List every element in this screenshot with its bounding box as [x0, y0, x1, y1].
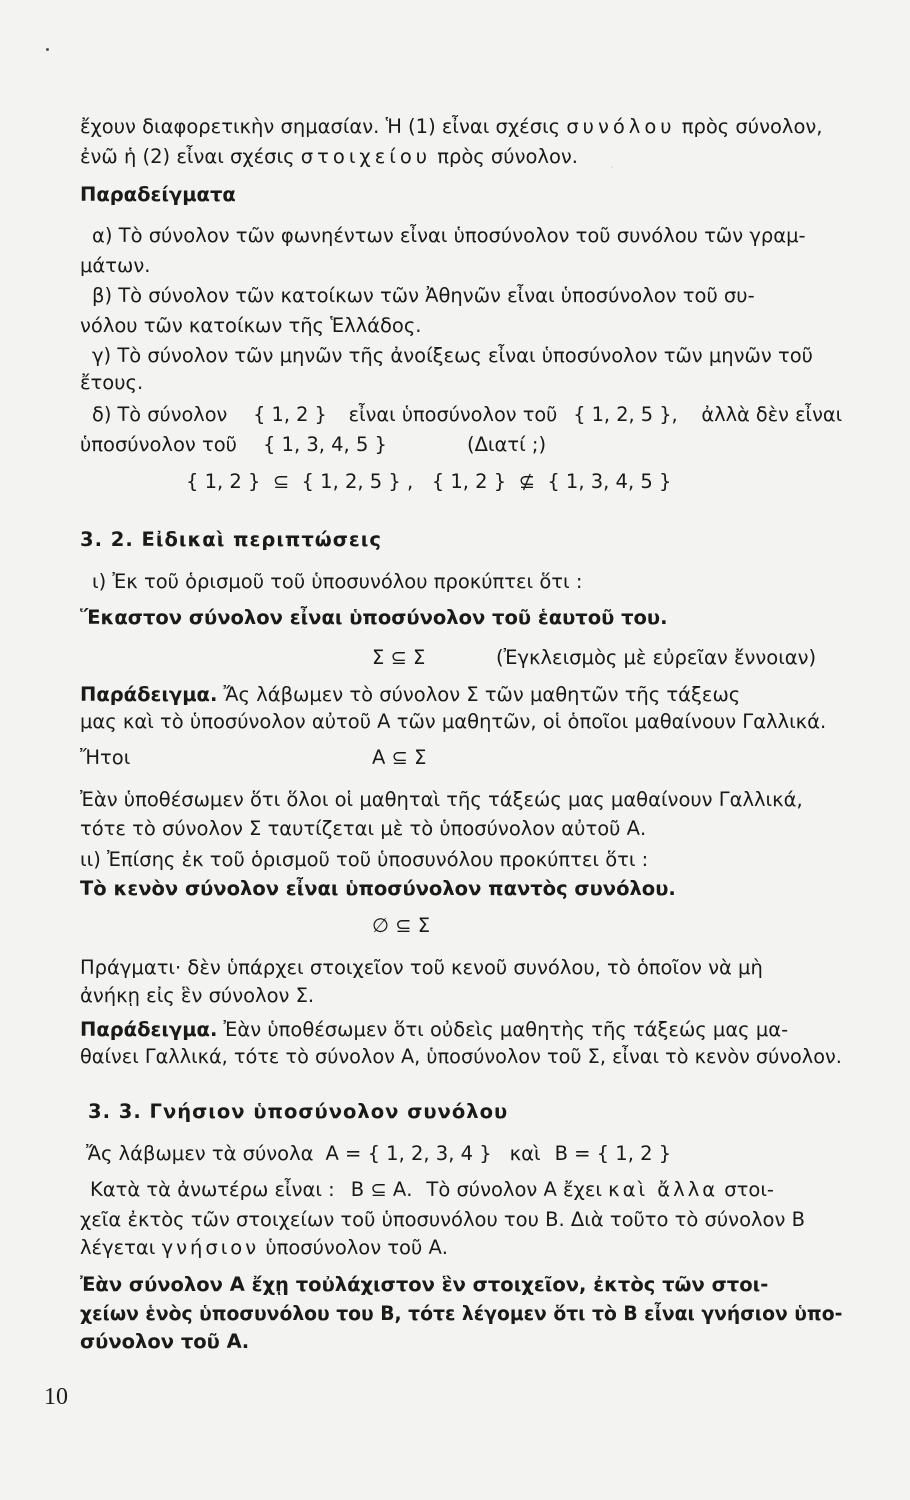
definition-line-1: Ἐὰν σύνολον Α ἔχῃ τοὐλάχιστον ἓν στοιχεῖον, ἐκτὸς τῶν στοι-: [80, 1273, 769, 1296]
case-ii-statement: Τὸ κενὸν σύνολον εἶναι ὑποσύνολον παντὸς συνόλου.: [80, 877, 676, 900]
page-number: 10: [44, 1384, 68, 1410]
indeed-line-2: ἀνήκῃ εἰς ἓν σύνολον Σ.: [80, 984, 315, 1007]
htoi-formula: Α ⊆ Σ: [372, 746, 427, 769]
example-label-line-1: Παράδειγμα. Ἄς λάβωμεν τὸ σύνολον Σ τῶν μαθητῶν τῆς τάξεως: [80, 683, 741, 706]
definition-line-2: χείων ἑνὸς ὑποσυνόλου του Β, τότε λέγομεν ὅτι τὸ Β εἶναι γνήσιον ὑπο-: [80, 1302, 843, 1325]
case-i-formula: Σ ⊆ Σ: [372, 646, 426, 669]
above-line-2: χεῖα ἐκτὸς τῶν στοιχείων τοῦ ὑποσυνόλου του Β. Διὰ τοῦτο τὸ σύνολον Β: [80, 1208, 805, 1231]
above-line-1: Κατὰ τὰ ἀνωτέρω εἶναι : Β ⊆ Α. Τὸ σύνολον Α ἔχει καὶ ἄλλα στοι-: [90, 1178, 774, 1201]
subset-formula: { 1, 2 } ⊆ { 1, 2, 5 } , { 1, 2 } ⊈ { 1, 3, 4, 5 }: [186, 470, 672, 493]
above-line-3: λέγεται γνήσιον ὑποσύνολον τοῦ Α.: [80, 1236, 449, 1259]
case-i-statement: Ἕκαστον σύνολον εἶναι ὑποσύνολον τοῦ ἑαυτοῦ του.: [80, 606, 668, 629]
case-ii-intro: ιι) Ἐπίσης ἐκ τοῦ ὁρισμοῦ τοῦ ὑποσυνόλου προκύπτει ὅτι :: [80, 848, 649, 871]
intro-line-2: ἐνῶ ἡ (2) εἶναι σχέσις στοιχείου πρὸς σύνολον.: [80, 145, 578, 168]
section-3-3-heading: 3. 3. Γνήσιον ὑποσύνολον συνόλου: [88, 1100, 509, 1123]
example-b-line-1: β) Τὸ σύνολον τῶν κατοίκων τῶν Ἀθηνῶν εἶναι ὑποσύνολον τοῦ συ-: [92, 284, 755, 307]
example-a-line-1: α) Τὸ σύνολον τῶν φωνηέντων εἶναι ὑποσύνολον τοῦ συνόλου τῶν γραμ-: [92, 224, 806, 247]
indeed-line-1: Πράγματι· δὲν ὑπάρχει στοιχεῖον τοῦ κενοῦ συνόλου, τὸ ὁποῖον νὰ μὴ: [80, 956, 763, 979]
ink-spot: [46, 48, 49, 51]
example-g-line-2: ἔτους.: [80, 371, 144, 394]
example2-line-1: Παράδειγμα. Ἐὰν ὑποθέσωμεν ὅτι οὐδεὶς μαθητὴς τῆς τάξεώς μας μα-: [80, 1018, 789, 1041]
case-i-note: (Ἐγκλεισμὸς μὲ εὐρεῖαν ἔννοιαν): [496, 646, 817, 669]
example-d-line-2: ὑποσύνολον τοῦ { 1, 3, 4, 5 } (Διατί ;): [80, 433, 547, 456]
htoi-label: Ἤτοι: [80, 746, 131, 769]
example-d-line-1: δ) Τὸ σύνολον { 1, 2 } εἶναι ὑποσύνολον τοῦ { 1, 2, 5 }, ἀλλὰ δὲν εἶναι: [92, 403, 843, 426]
example-b-line-2: νόλου τῶν κατοίκων τῆς Ἑλλάδος.: [80, 314, 422, 337]
intro-line-1: ἔχουν διαφορετικὴν σημασίαν. Ἡ (1) εἶναι σχέσις συνόλου πρὸς σύνολον,: [80, 115, 823, 138]
definition-line-3: σύνολον τοῦ Α.: [80, 1330, 250, 1353]
example-line-2: μας καὶ τὸ ὑποσύνολον αὐτοῦ Α τῶν μαθητῶν, οἱ ὁποῖοι μαθαίνουν Γαλλικά.: [80, 710, 827, 733]
examples-heading: Παραδείγματα: [80, 183, 236, 206]
take-sets-line: Ἄς λάβωμεν τὰ σύνολα Α = { 1, 2, 3, 4 } καὶ Β = { 1, 2 }: [86, 1142, 672, 1165]
case-ii-formula: ∅ ⊆ Σ: [372, 914, 431, 937]
assume-line-1: Ἐὰν ὑποθέσωμεν ὅτι ὅλοι οἱ μαθηταὶ τῆς τάξεώς μας μαθαίνουν Γαλλικά,: [80, 788, 803, 811]
assume-line-2: τότε τὸ σύνολον Σ ταυτίζεται μὲ τὸ ὑποσύνολον αὐτοῦ Α.: [80, 817, 647, 840]
bleed-through: ·: [610, 160, 615, 176]
example-g-line-1: γ) Τὸ σύνολον τῶν μηνῶν τῆς ἀνοίξεως εἶναι ὑποσύνολον τῶν μηνῶν τοῦ: [92, 344, 813, 367]
section-3-2-heading: 3. 2. Εἰδικαὶ περιπτώσεις: [80, 528, 382, 551]
case-i-intro: ι) Ἐκ τοῦ ὁρισμοῦ τοῦ ὑποσυνόλου προκύπτει ὅτι :: [92, 570, 583, 593]
example2-line-2: θαίνει Γαλλικά, τότε τὸ σύνολον Α, ὑποσύνολον τοῦ Σ, εἶναι τὸ κενὸν σύνολον.: [80, 1045, 842, 1068]
example-a-line-2: μάτων.: [80, 254, 151, 277]
